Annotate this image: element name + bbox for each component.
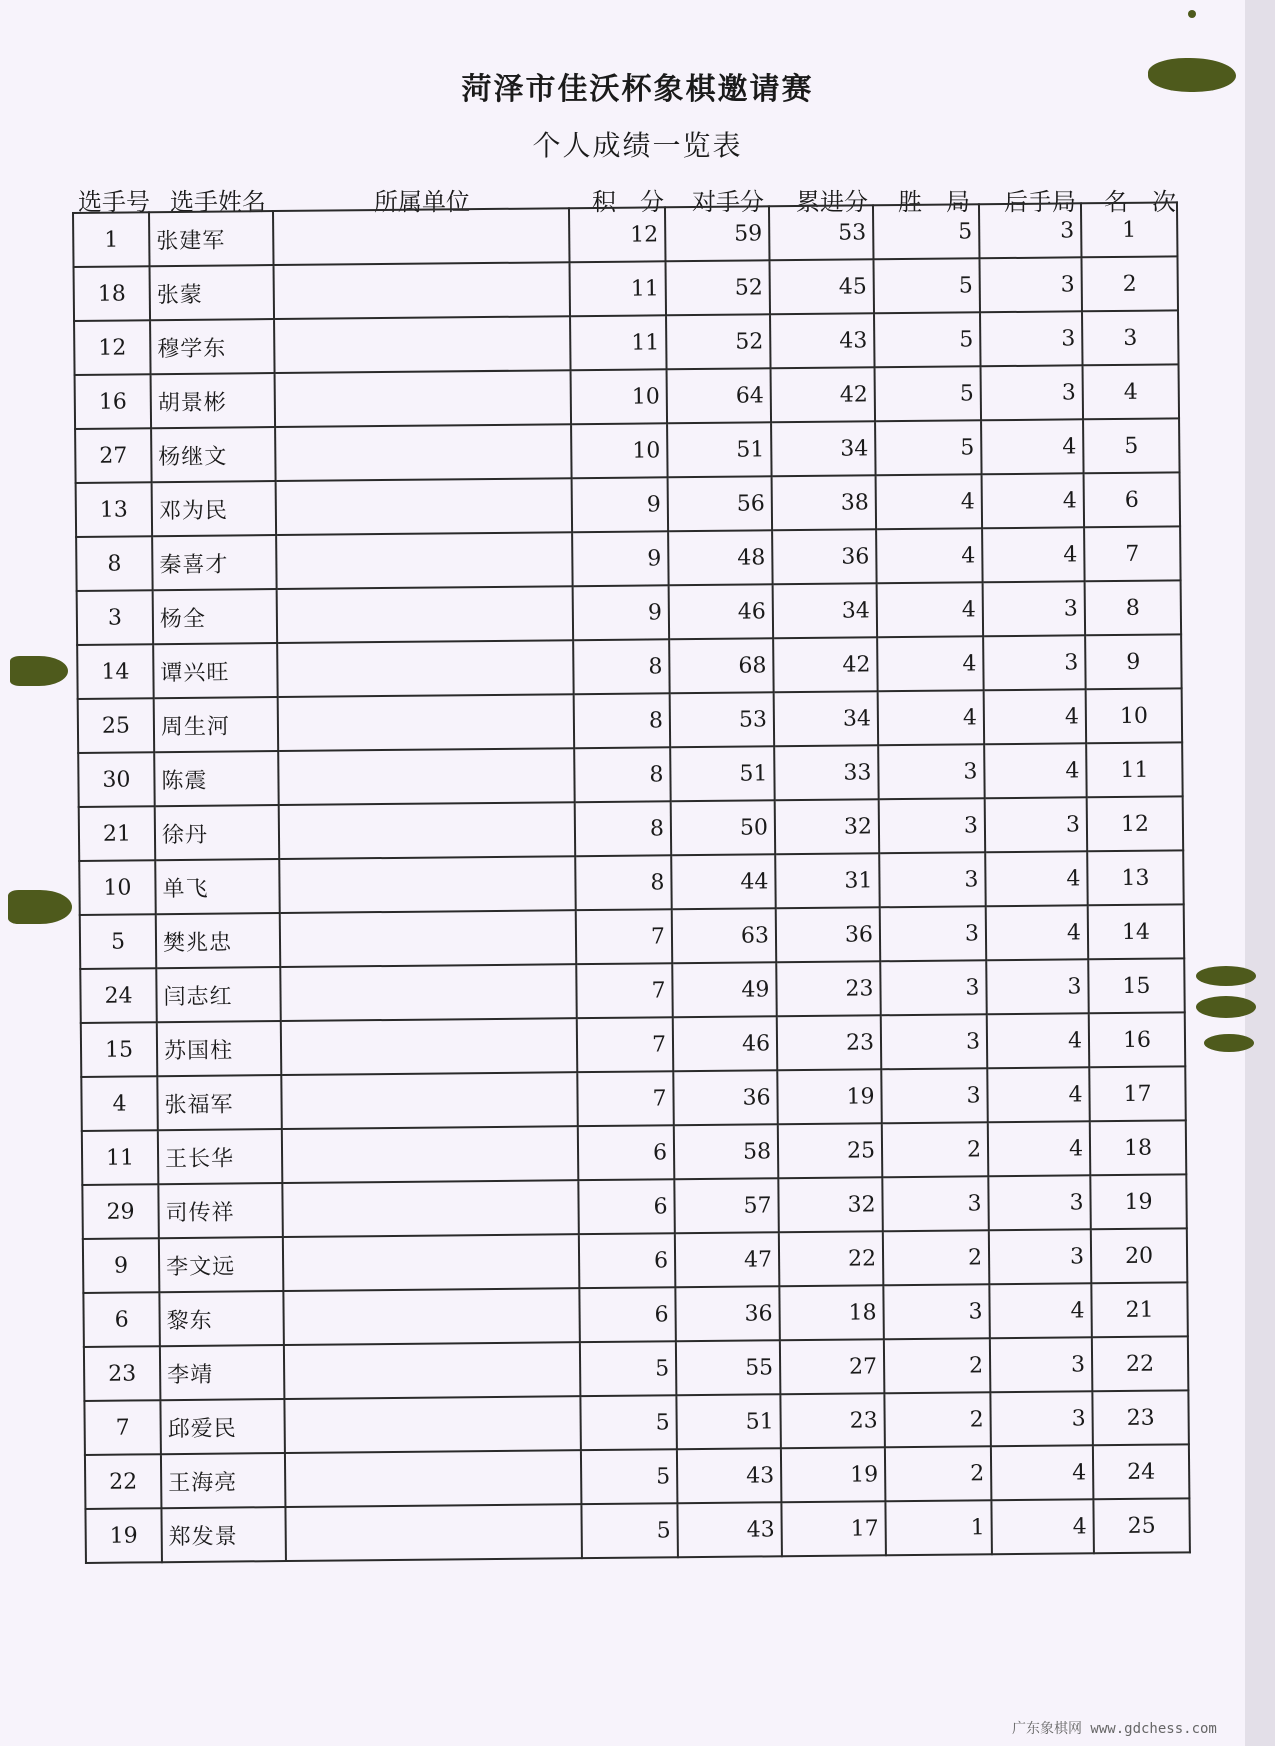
player-no-cell: 22 (85, 1454, 162, 1509)
player-name-cell: 闫志红 (156, 967, 281, 1022)
score-cell: 9 (572, 531, 669, 586)
wins-cell: 3 (881, 1014, 988, 1069)
player-name-cell: 张福军 (157, 1075, 282, 1130)
ink-stain (8, 890, 72, 924)
second-hand-cell: 4 (988, 1121, 1091, 1176)
unit-cell (276, 478, 573, 535)
unit-cell (274, 262, 571, 319)
rank-cell: 24 (1093, 1444, 1190, 1499)
opponent-score-cell: 68 (669, 638, 774, 693)
scan-edge (1245, 0, 1275, 1746)
player-name-cell: 徐丹 (155, 805, 280, 860)
wins-cell: 2 (885, 1446, 992, 1501)
rank-cell: 14 (1088, 904, 1185, 959)
unit-cell (274, 316, 571, 373)
rank-cell: 9 (1085, 634, 1182, 689)
ink-stain (1196, 996, 1256, 1018)
unit-cell (285, 1504, 582, 1561)
second-hand-cell: 4 (985, 851, 1088, 906)
unit-cell (277, 640, 574, 697)
player-no-cell: 8 (76, 536, 153, 591)
opponent-score-cell: 46 (673, 1016, 778, 1071)
player-no-cell: 12 (74, 320, 151, 375)
player-no-cell: 16 (75, 374, 152, 429)
player-no-cell: 15 (81, 1022, 158, 1077)
second-hand-cell: 4 (991, 1445, 1094, 1500)
score-cell: 8 (575, 855, 672, 910)
second-hand-cell: 4 (987, 1013, 1090, 1068)
wins-cell: 2 (883, 1230, 990, 1285)
second-hand-cell: 3 (990, 1337, 1093, 1392)
page-title: 菏泽市佳沃杯象棋邀请赛 (461, 72, 814, 107)
rank-cell: 11 (1086, 742, 1183, 797)
cumulative-cell: 53 (769, 205, 874, 260)
cumulative-cell: 42 (771, 367, 876, 422)
header-unit: 所属单位 (374, 188, 470, 216)
player-name-cell: 樊兆忠 (156, 913, 281, 968)
ink-stain (1148, 58, 1236, 92)
unit-cell (282, 1180, 579, 1237)
wins-cell: 5 (875, 366, 982, 421)
opponent-score-cell: 53 (670, 692, 775, 747)
wins-cell: 3 (880, 960, 987, 1015)
opponent-score-cell: 51 (676, 1394, 781, 1449)
opponent-score-cell: 46 (669, 584, 774, 639)
second-hand-cell: 3 (983, 581, 1086, 636)
score-cell: 5 (581, 1449, 678, 1504)
score-cell: 9 (572, 477, 669, 532)
player-name-cell: 郑发景 (161, 1507, 286, 1562)
score-cell: 9 (573, 585, 670, 640)
cumulative-cell: 34 (771, 421, 876, 476)
score-cell: 7 (577, 1071, 674, 1126)
header-player-no: 选手号 (78, 188, 150, 216)
unit-cell (275, 424, 572, 481)
player-no-cell: 18 (74, 266, 151, 321)
rank-cell: 17 (1089, 1066, 1186, 1121)
unit-cell (279, 856, 576, 913)
score-cell: 5 (580, 1341, 677, 1396)
unit-cell (278, 694, 575, 751)
player-name-cell: 杨继文 (151, 427, 276, 482)
rank-cell: 6 (1084, 472, 1181, 527)
opponent-score-cell: 63 (672, 908, 777, 963)
score-cell: 8 (573, 639, 670, 694)
player-name-cell: 穆学东 (150, 319, 275, 374)
cumulative-cell: 31 (775, 853, 880, 908)
opponent-score-cell: 47 (675, 1232, 780, 1287)
header-opponent-score: 对手分 (692, 188, 764, 216)
second-hand-cell: 4 (982, 473, 1085, 528)
score-cell: 7 (577, 1017, 674, 1072)
player-no-cell: 4 (81, 1076, 158, 1131)
rank-cell: 18 (1090, 1120, 1187, 1175)
ink-stain (1204, 1034, 1254, 1052)
rank-cell: 3 (1082, 310, 1179, 365)
score-cell: 7 (576, 909, 673, 964)
score-cell: 5 (580, 1395, 677, 1450)
second-hand-cell: 4 (981, 419, 1084, 474)
ink-stain (1188, 10, 1196, 18)
wins-cell: 5 (874, 312, 981, 367)
player-name-cell: 陈震 (154, 751, 279, 806)
opponent-score-cell: 43 (677, 1448, 782, 1503)
second-hand-cell: 3 (986, 959, 1089, 1014)
wins-cell: 3 (882, 1176, 989, 1231)
score-cell: 10 (571, 423, 668, 478)
score-cell: 6 (578, 1125, 675, 1180)
opponent-score-cell: 49 (672, 962, 777, 1017)
cumulative-cell: 19 (777, 1069, 882, 1124)
opponent-score-cell: 48 (668, 530, 773, 585)
player-no-cell: 29 (82, 1184, 159, 1239)
rank-cell: 10 (1086, 688, 1183, 743)
rank-cell: 15 (1088, 958, 1185, 1013)
player-name-cell: 秦喜才 (152, 535, 277, 590)
player-name-cell: 周生河 (154, 697, 279, 752)
unit-cell (281, 1072, 578, 1129)
wins-cell: 3 (879, 798, 986, 853)
rank-cell: 4 (1083, 364, 1180, 419)
rank-cell: 13 (1087, 850, 1184, 905)
wins-cell: 2 (884, 1392, 991, 1447)
unit-cell (284, 1342, 581, 1399)
cumulative-cell: 17 (781, 1501, 886, 1556)
rank-cell: 25 (1093, 1498, 1190, 1553)
player-name-cell: 杨全 (153, 589, 278, 644)
unit-cell (280, 910, 577, 967)
score-cell: 7 (576, 963, 673, 1018)
unit-cell (278, 748, 575, 805)
results-table (72, 201, 1191, 1564)
second-hand-cell: 3 (988, 1175, 1091, 1230)
player-no-cell: 14 (77, 644, 154, 699)
cumulative-cell: 34 (773, 583, 878, 638)
footer-watermark: 广东象棋网 www.gdchess.com (1012, 1721, 1217, 1737)
wins-cell: 2 (882, 1122, 989, 1177)
player-name-cell: 王海亮 (161, 1453, 286, 1508)
cumulative-cell: 32 (775, 799, 880, 854)
player-name-cell: 司传祥 (158, 1183, 283, 1238)
second-hand-cell: 4 (984, 689, 1087, 744)
wins-cell: 4 (877, 582, 984, 637)
player-no-cell: 23 (84, 1346, 161, 1401)
cumulative-cell: 18 (779, 1285, 884, 1340)
player-name-cell: 邱爱民 (160, 1399, 285, 1454)
player-name-cell: 王长华 (158, 1129, 283, 1184)
rank-cell: 22 (1092, 1336, 1189, 1391)
score-cell: 12 (569, 207, 666, 262)
player-name-cell: 胡景彬 (151, 373, 276, 428)
score-cell: 6 (578, 1179, 675, 1234)
wins-cell: 1 (885, 1500, 992, 1555)
player-no-cell: 27 (75, 428, 152, 483)
unit-cell (283, 1288, 580, 1345)
second-hand-cell: 4 (987, 1067, 1090, 1122)
wins-cell: 4 (878, 690, 985, 745)
player-name-cell: 苏国柱 (157, 1021, 282, 1076)
score-cell: 11 (570, 315, 667, 370)
wins-cell: 5 (875, 420, 982, 475)
second-hand-cell: 3 (989, 1229, 1092, 1284)
player-no-cell: 24 (80, 968, 157, 1023)
wins-cell: 3 (878, 744, 985, 799)
opponent-score-cell: 57 (674, 1178, 779, 1233)
player-name-cell: 黎东 (159, 1291, 284, 1346)
ink-stain (10, 656, 68, 686)
opponent-score-cell: 51 (670, 746, 775, 801)
player-name-cell: 张蒙 (150, 265, 275, 320)
opponent-score-cell: 56 (668, 476, 773, 531)
ink-stain (1196, 966, 1256, 986)
player-name-cell: 谭兴旺 (153, 643, 278, 698)
wins-cell: 4 (876, 474, 983, 529)
header-second-hand: 后手局 (1004, 188, 1076, 216)
cumulative-cell: 23 (780, 1393, 885, 1448)
results-table-body (73, 202, 1190, 1563)
opponent-score-cell: 36 (675, 1286, 780, 1341)
player-name-cell: 邓为民 (152, 481, 277, 536)
unit-cell (282, 1126, 579, 1183)
header-score: 积 分 (592, 188, 664, 216)
rank-cell: 23 (1092, 1390, 1189, 1445)
wins-cell: 3 (883, 1284, 990, 1339)
opponent-score-cell: 52 (666, 260, 771, 315)
table-row (85, 1498, 1189, 1563)
second-hand-cell: 3 (990, 1391, 1093, 1446)
score-cell: 6 (579, 1233, 676, 1288)
player-name-cell: 李靖 (160, 1345, 285, 1400)
cumulative-cell: 38 (772, 475, 877, 530)
cumulative-cell: 34 (774, 691, 879, 746)
second-hand-cell: 4 (984, 743, 1087, 798)
player-no-cell: 6 (83, 1292, 160, 1347)
opponent-score-cell: 51 (667, 422, 772, 477)
opponent-score-cell: 55 (676, 1340, 781, 1395)
wins-cell: 2 (884, 1338, 991, 1393)
score-cell: 8 (574, 693, 671, 748)
player-no-cell: 25 (78, 698, 155, 753)
cumulative-cell: 25 (778, 1123, 883, 1178)
player-name-cell: 李文远 (159, 1237, 284, 1292)
cumulative-cell: 27 (780, 1339, 885, 1394)
rank-cell: 8 (1085, 580, 1182, 635)
unit-cell (285, 1450, 582, 1507)
second-hand-cell: 3 (980, 311, 1083, 366)
opponent-score-cell: 43 (677, 1502, 782, 1557)
header-cumulative: 累进分 (796, 188, 868, 216)
second-hand-cell: 3 (983, 635, 1086, 690)
second-hand-cell: 4 (982, 527, 1085, 582)
rank-cell: 1 (1081, 202, 1178, 257)
header-player-name: 选手姓名 (170, 188, 266, 216)
cumulative-cell: 32 (778, 1177, 883, 1232)
second-hand-cell: 4 (991, 1499, 1094, 1554)
score-cell: 5 (581, 1503, 678, 1558)
unit-cell (273, 208, 570, 265)
header-rank: 名 次 (1104, 188, 1176, 216)
opponent-score-cell: 36 (673, 1070, 778, 1125)
cumulative-cell: 19 (781, 1447, 886, 1502)
unit-cell (280, 964, 577, 1021)
unit-cell (281, 1018, 578, 1075)
player-no-cell: 13 (76, 482, 153, 537)
opponent-score-cell: 44 (671, 854, 776, 909)
wins-cell: 5 (873, 258, 980, 313)
opponent-score-cell: 52 (666, 314, 771, 369)
score-cell: 6 (579, 1287, 676, 1342)
player-no-cell: 5 (80, 914, 157, 969)
unit-cell (276, 532, 573, 589)
player-no-cell: 10 (79, 860, 156, 915)
wins-cell: 3 (879, 852, 986, 907)
player-no-cell: 3 (77, 590, 154, 645)
unit-cell (277, 586, 574, 643)
rank-cell: 5 (1083, 418, 1180, 473)
player-name-cell: 张建军 (149, 211, 274, 266)
wins-cell: 3 (880, 906, 987, 961)
player-no-cell: 11 (82, 1130, 159, 1185)
second-hand-cell: 4 (986, 905, 1089, 960)
score-cell: 11 (570, 261, 667, 316)
cumulative-cell: 23 (776, 961, 881, 1016)
header-wins: 胜 局 (898, 188, 970, 216)
unit-cell (275, 370, 572, 427)
second-hand-cell: 3 (981, 365, 1084, 420)
cumulative-cell: 36 (776, 907, 881, 962)
opponent-score-cell: 58 (674, 1124, 779, 1179)
unit-cell (283, 1234, 580, 1291)
rank-cell: 7 (1084, 526, 1181, 581)
cumulative-cell: 42 (773, 637, 878, 692)
player-no-cell: 9 (83, 1238, 160, 1293)
score-cell: 8 (574, 747, 671, 802)
opponent-score-cell: 50 (671, 800, 776, 855)
player-no-cell: 1 (73, 212, 150, 267)
player-no-cell: 7 (84, 1400, 161, 1455)
cumulative-cell: 33 (774, 745, 879, 800)
cumulative-cell: 45 (769, 259, 874, 314)
rank-cell: 19 (1090, 1174, 1187, 1229)
unit-cell (284, 1396, 581, 1453)
cumulative-cell: 22 (779, 1231, 884, 1286)
second-hand-cell: 3 (985, 797, 1088, 852)
second-hand-cell: 3 (979, 257, 1082, 312)
cumulative-cell: 43 (770, 313, 875, 368)
player-no-cell: 19 (85, 1508, 162, 1563)
unit-cell (279, 802, 576, 859)
opponent-score-cell: 59 (665, 206, 770, 261)
wins-cell: 4 (877, 636, 984, 691)
page-subtitle: 个人成绩一览表 (532, 129, 743, 162)
second-hand-cell: 3 (979, 203, 1082, 258)
score-cell: 8 (575, 801, 672, 856)
player-name-cell: 单飞 (155, 859, 280, 914)
rank-cell: 16 (1089, 1012, 1186, 1067)
player-no-cell: 30 (78, 752, 155, 807)
second-hand-cell: 4 (989, 1283, 1092, 1338)
rank-cell: 20 (1091, 1228, 1188, 1283)
rank-cell: 2 (1081, 256, 1178, 311)
cumulative-cell: 23 (777, 1015, 882, 1070)
player-no-cell: 21 (79, 806, 156, 861)
score-cell: 10 (571, 369, 668, 424)
wins-cell: 4 (876, 528, 983, 583)
rank-cell: 21 (1091, 1282, 1188, 1337)
opponent-score-cell: 64 (667, 368, 772, 423)
rank-cell: 12 (1087, 796, 1184, 851)
cumulative-cell: 36 (772, 529, 877, 584)
wins-cell: 5 (873, 204, 980, 259)
wins-cell: 3 (881, 1068, 988, 1123)
